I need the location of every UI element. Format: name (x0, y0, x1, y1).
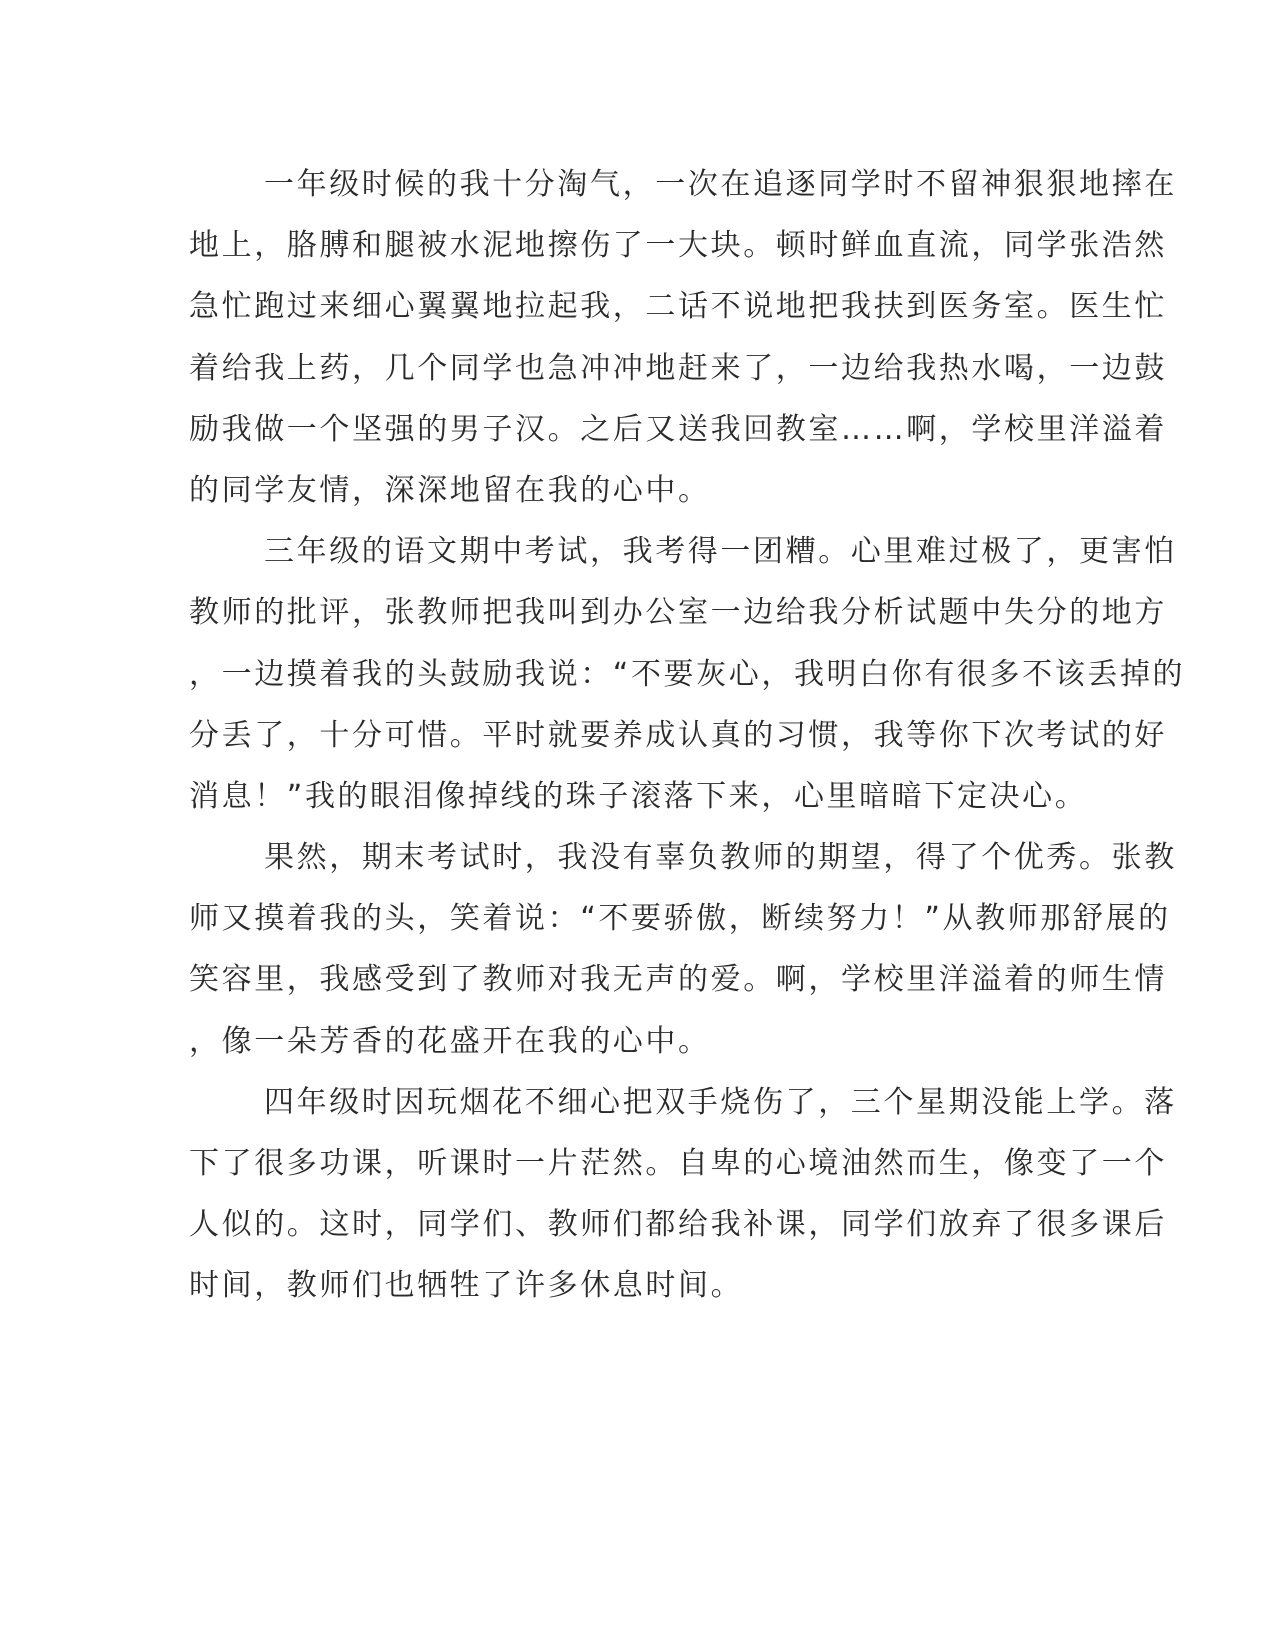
text-line: 一年级时候的我十分淘气，一次在追逐同学时不留神狠狠地摔在 (264, 167, 1177, 202)
text-line: 四年级时因玩烟花不细心把双手烧伤了，三个星期没能上学。落 (264, 1084, 1177, 1120)
paragraph-3 (189, 827, 1177, 1072)
text-line: 人似的。这时，同学们、教师们都给我补课，同学们放弃了很多课后 (189, 1207, 1167, 1243)
text-line: 着给我上药，几个同学也急冲冲地赶来了，一边给我热水喝，一边鼓 (189, 350, 1167, 386)
text-line: 三年级的语文期中考试，我考得一团糟。心里难过极了，更害怕 (264, 534, 1177, 570)
text-line: ，像一朵芳香的花盛开在我的心中。 (189, 1023, 711, 1059)
text-line: 笑容里，我感受到了教师对我无声的爱。啊，学校里洋溢着的师生情 (189, 962, 1167, 998)
paragraph-4 (189, 1072, 1177, 1317)
text-line: 消息！”我的眼泪像掉线的珠子滚落下来，心里暗暗下定决心。 (189, 778, 1088, 814)
paragraph-1 (189, 154, 1177, 521)
text-line: 果然，期末考试时，我没有辜负教师的期望，得了个优秀。张教 (264, 840, 1177, 876)
text-line: 时间，教师们也牺牲了许多休息时间。 (189, 1268, 744, 1304)
text-line: 分丢了，十分可惜。平时就要养成认真的习惯，我等你下次考试的好 (189, 717, 1167, 753)
document-body (189, 154, 1186, 1317)
text-line: 教师的批评，张教师把我叫到办公室一边给我分析试题中失分的地方 (189, 595, 1167, 631)
text-line: 下了很多功课，听课时一片茫然。自卑的心境油然而生，像变了一个 (189, 1146, 1167, 1181)
text-line: 的同学友情，深深地留在我的心中。 (189, 472, 711, 508)
paragraph-2 (189, 521, 1186, 827)
text-line: 急忙跑过来细心翼翼地拉起我，二话不说地把我扶到医务室。医生忙 (189, 289, 1167, 325)
text-line: 地上，胳膊和腿被水泥地擦伤了一大块。顿时鲜血直流，同学张浩然 (189, 228, 1167, 264)
text-line: ，一边摸着我的头鼓励我说：“不要灰心，我明白你有很多不该丢掉的 (189, 656, 1186, 692)
text-line: 励我做一个坚强的男子汉。之后又送我回教室……啊，学校里洋溢着 (189, 411, 1167, 447)
text-line: 师又摸着我的头，笑着说：“不要骄傲，断续努力！”从教师那舒展的 (189, 901, 1171, 937)
